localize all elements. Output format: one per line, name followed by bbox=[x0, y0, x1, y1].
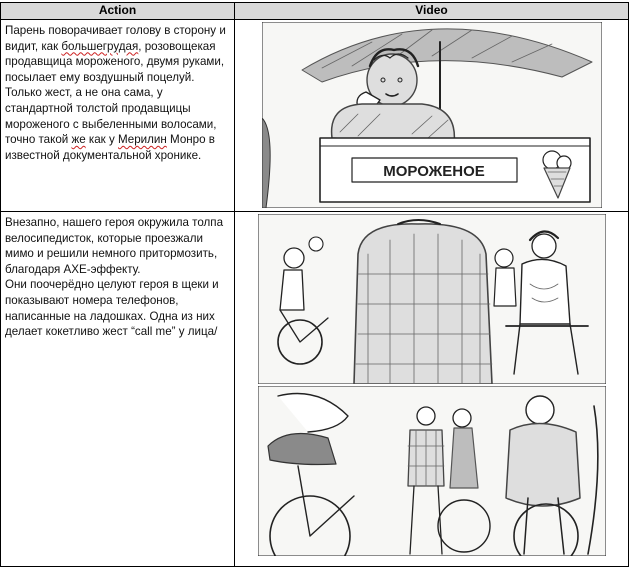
spellcheck-word: большегрудая bbox=[61, 39, 139, 53]
bicycle-wheel-left bbox=[270, 496, 350, 556]
action-paragraph-2a: Внезапно, нашего героя окружила толпа велосипедисток, которые проезжали мимо и решили немного притормозить, благодаря AXE-эффекту. bbox=[5, 216, 224, 276]
sketch-cyclists-surround-hero bbox=[258, 214, 606, 384]
cyclist-head bbox=[532, 234, 556, 258]
hero-head bbox=[417, 407, 435, 425]
text-run: Монро в известной документальной хронике. bbox=[5, 133, 215, 162]
cart-sign-text: МОРОЖЕНОЕ bbox=[382, 163, 485, 180]
text-run: Парень поворачивает голову в сторону и видит, как bbox=[5, 24, 226, 53]
action-paragraph-2b: Они поочерёдно целуют героя в щеки и показывают номера телефонов, написанные на ладошках. Одна из них делает кокетливо жест “call me” у лица/ bbox=[5, 278, 219, 339]
video-column-header: Video bbox=[235, 3, 629, 20]
storyboard-row-1 bbox=[1, 20, 629, 212]
header-row bbox=[1, 3, 629, 20]
bicycle-wheel-right bbox=[514, 504, 578, 556]
action-paragraph-1 bbox=[5, 23, 230, 163]
action-text-1 bbox=[1, 20, 234, 163]
sketch-cyclists-closeup bbox=[258, 386, 606, 556]
spellcheck-word: же bbox=[71, 133, 86, 147]
storyboard-table bbox=[0, 2, 629, 567]
text-run: как у bbox=[85, 133, 118, 147]
sketch-ice-cream-vendor bbox=[262, 22, 602, 208]
video-cell-2 bbox=[235, 212, 629, 567]
action-cell-1 bbox=[1, 20, 235, 212]
action-cell-2 bbox=[1, 212, 235, 567]
spellcheck-word: Мерилин bbox=[118, 133, 167, 147]
video-cell-1 bbox=[235, 20, 629, 212]
storyboard-row-2 bbox=[1, 212, 629, 567]
text-run: , розовощекая продавщица мороженого, двумя руками, посылает ему воздушный поцелуй. Только жест, а не она сама, у стандартной толстой продавщицы мороженого с выбеленными волосами, точно такой bbox=[5, 39, 225, 147]
action-column-header: Action bbox=[1, 3, 235, 20]
action-text-2 bbox=[1, 212, 234, 340]
bicycle-saddle bbox=[268, 434, 336, 465]
